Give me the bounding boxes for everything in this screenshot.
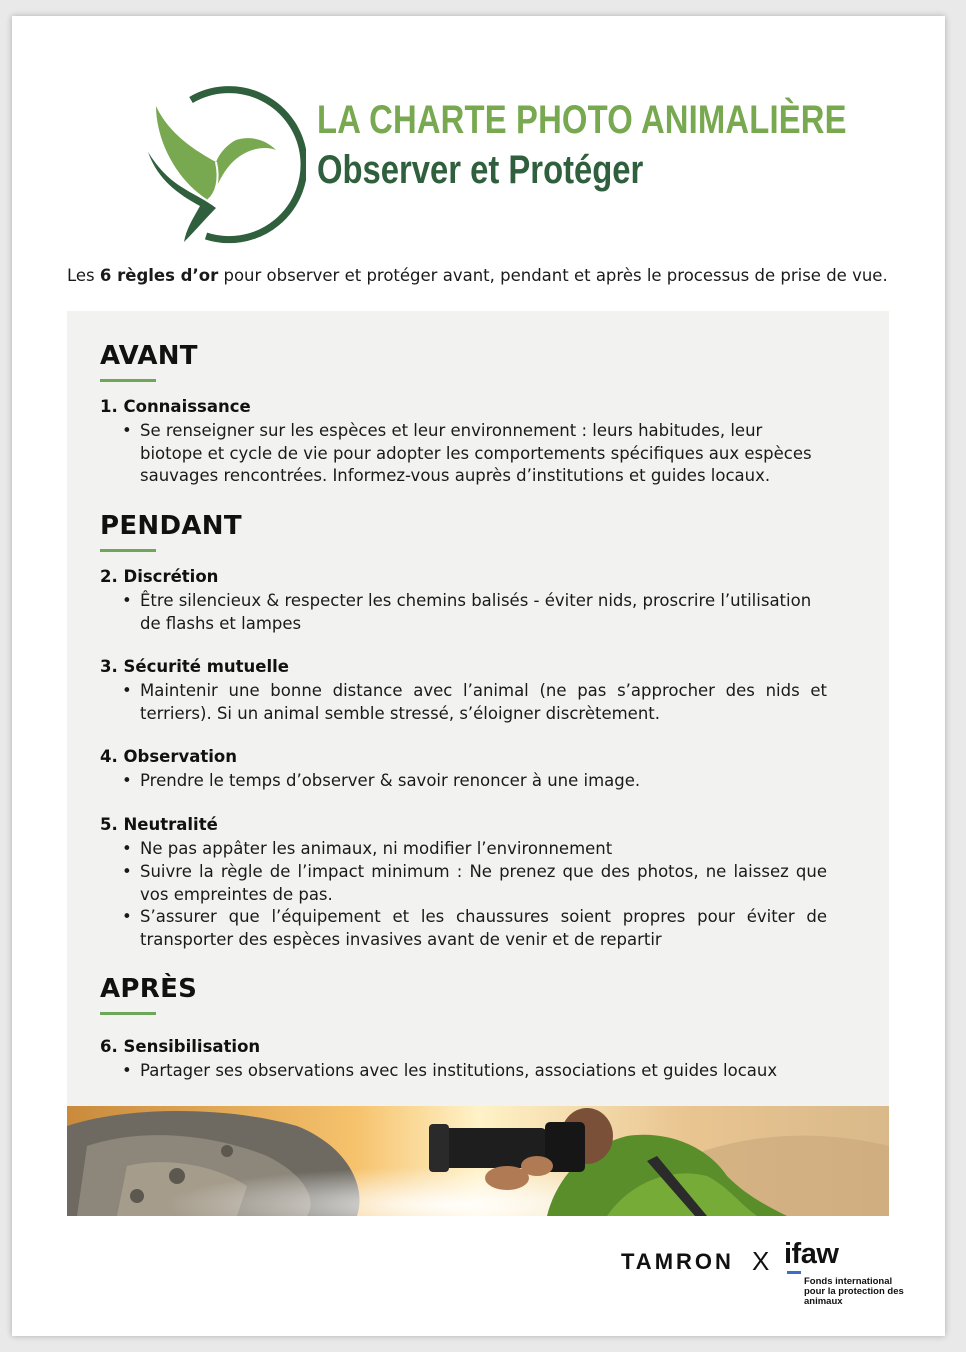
section-underline <box>100 379 156 382</box>
rule-title-connaissance: 1. Connaissance <box>100 397 251 416</box>
wildlife-photographer-photo <box>67 1106 889 1216</box>
ifaw-logo: ifaw <box>784 1238 839 1270</box>
section-heading-pendant: PENDANT <box>100 511 242 541</box>
document-page <box>12 16 945 1336</box>
rule-title-neutralite: 5. Neutralité <box>100 815 218 834</box>
intro-prefix: Les <box>67 266 100 285</box>
ifaw-tagline: Fonds international pour la protection des animaux <box>804 1276 904 1307</box>
section-heading-apres: APRÈS <box>100 974 198 1004</box>
rule-bullet: • Être silencieux & respecter les chemins balisés - éviter nids, proscrire l’utilisation de flashs et lampes <box>122 590 827 635</box>
intro-bold: 6 règles d’or <box>99 266 219 285</box>
intro-suffix: pour observer et protéger avant, pendant et après le processus de prise de vue. <box>218 266 888 285</box>
rule-bullet: • Partager ses observations avec les institutions, associations et guides locaux <box>122 1060 827 1083</box>
rule-bullet: • Ne pas appâter les animaux, ni modifier l’environnement <box>122 838 827 861</box>
page-subtitle: Observer et Protéger <box>317 148 644 192</box>
rule-bullet: • Prendre le temps d’observer & savoir renoncer à une image. <box>122 770 827 793</box>
page-title: LA CHARTE PHOTO ANIMALIÈRE <box>317 98 847 142</box>
collab-separator: X <box>752 1246 770 1276</box>
rule-title-discretion: 2. Discrétion <box>100 567 219 586</box>
intro-text <box>67 266 897 285</box>
rule-title-securite: 3. Sécurité mutuelle <box>100 657 289 676</box>
section-heading-avant: AVANT <box>100 341 198 371</box>
rule-title-observation: 4. Observation <box>100 747 237 766</box>
tamron-logo: TAMRON <box>621 1249 734 1274</box>
rule-bullet: • Se renseigner sur les espèces et leur environnement : leurs habitudes, leur biotope et cycle de vie pour adopter les comportements spécifiques aux espèces sauvages rencontrées. Informez-vous auprès d’institutions et guides locaux. <box>122 420 827 488</box>
rules-panel <box>67 311 889 1106</box>
charte-logo-icon <box>136 70 306 244</box>
rule-bullet: • S’assurer que l’équipement et les chaussures soient propres pour éviter de transporter des espèces invasives avant de venir et de repartir <box>122 906 827 951</box>
ifaw-logo-accent <box>787 1271 801 1274</box>
rule-bullet: • Maintenir une bonne distance avec l’animal (ne pas s’approcher des nids et terriers). Si un animal semble stressé, s’éloigner discrètement. <box>122 680 827 725</box>
section-underline <box>100 549 156 552</box>
rule-bullet: • Suivre la règle de l’impact minimum : Ne prenez que des photos, ne laissez que vos empreintes de pas. <box>122 861 827 906</box>
section-underline <box>100 1012 156 1015</box>
rule-title-sensibilisation: 6. Sensibilisation <box>100 1037 261 1056</box>
